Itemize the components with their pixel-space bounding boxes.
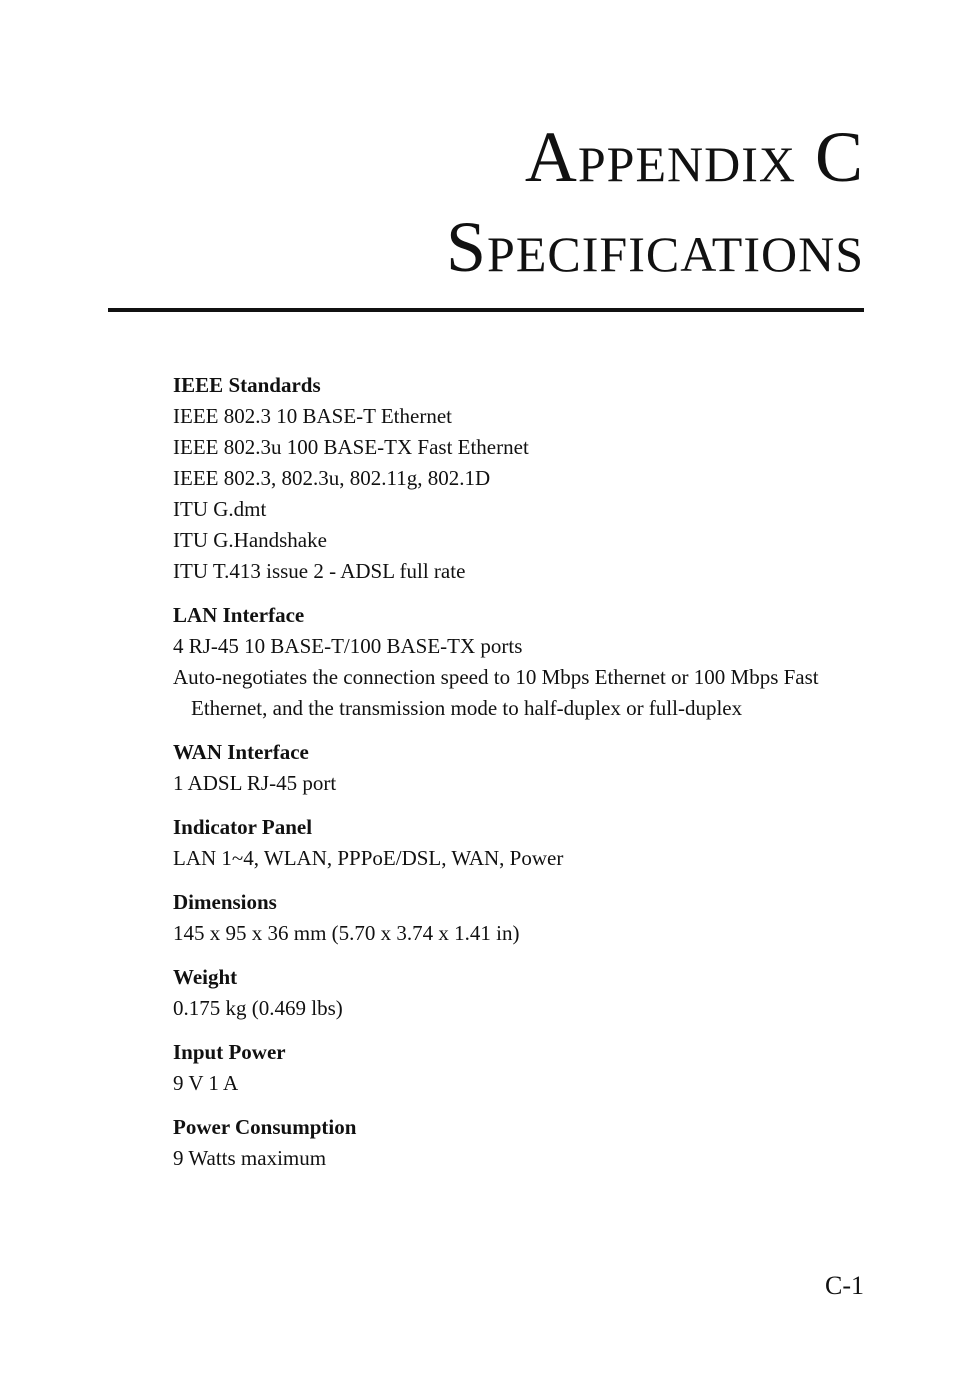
section-heading: Weight [173,965,238,989]
section-heading: Input Power [173,1040,286,1064]
spec-line: IEEE 802.3, 802.3u, 802.11g, 802.1D [173,466,491,490]
spec-line: 1 ADSL RJ-45 port [173,771,337,795]
spec-section-input-power [173,1037,863,1099]
chapter-header [446,112,864,292]
spec-section-indicator-panel [173,812,863,874]
page-number: C-1 [825,1271,864,1300]
spec-section-dimensions [173,887,863,949]
spec-line: IEEE 802.3u 100 BASE-TX Fast Ethernet [173,435,529,459]
section-heading: LAN Interface [173,603,305,627]
spec-line: Auto-negotiates the connection speed to 10 Mbps Ethernet or 100 Mbps Fast Ethernet, and the transmission mode to half-duplex or full-duplex [173,665,819,720]
spec-line: 0.175 kg (0.469 lbs) [173,996,343,1020]
section-heading: Power Consumption [173,1115,357,1139]
spec-line: ITU G.Handshake [173,528,327,552]
section-heading: Dimensions [173,890,277,914]
section-heading: IEEE Standards [173,373,321,397]
spec-section-power-consumption [173,1112,863,1174]
spec-line: 9 Watts maximum [173,1146,327,1170]
chapter-title: Specifications [446,207,864,287]
spec-line: 4 RJ-45 10 BASE-T/100 BASE-TX ports [173,634,523,658]
spec-line: ITU T.413 issue 2 - ADSL full rate [173,559,466,583]
header-rule [108,308,864,312]
specifications-list [173,370,863,1187]
section-heading: WAN Interface [173,740,309,764]
spec-line: IEEE 802.3 10 BASE-T Ethernet [173,404,452,428]
spec-line: LAN 1~4, WLAN, PPPoE/DSL, WAN, Power [173,846,564,870]
spec-line: ITU G.dmt [173,497,267,521]
spec-line: 145 x 95 x 36 mm (5.70 x 3.74 x 1.41 in) [173,921,520,945]
spec-line: 9 V 1 A [173,1071,239,1095]
spec-section-ieee-standards [173,370,863,587]
spec-section-weight [173,962,863,1024]
appendix-title: Appendix C [524,117,864,197]
section-heading: Indicator Panel [173,815,313,839]
spec-section-lan-interface [173,600,863,724]
spec-section-wan-interface [173,737,863,799]
